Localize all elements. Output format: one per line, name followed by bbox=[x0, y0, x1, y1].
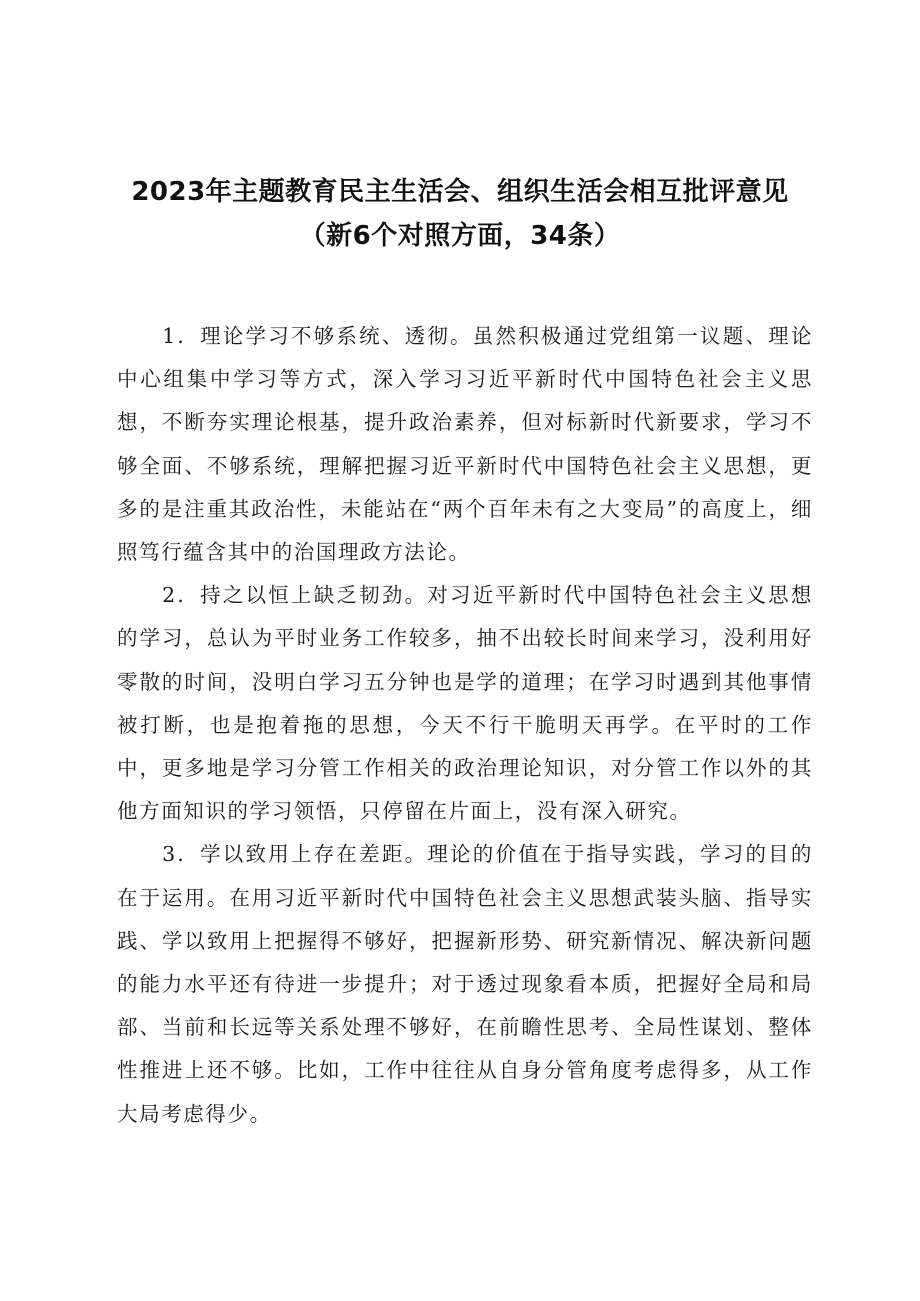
document-body bbox=[117, 315, 813, 1136]
paragraph-1: 1．理论学习不够系统、透彻。虽然积极通过党组第一议题、理论中心组集中学习等方式，深入学习习近平新时代中国特色社会主义思想，不断夯实理论根基，提升政治素养，但对标新时代新要求，学习不够全面、不够系统，理解把握习近平新时代中国特色社会主义思想，更多的是注重其政治性，未能站在“两个百年未有之大变局”的高度上，细照笃行蕴含其中的治国理政方法论。 bbox=[117, 324, 813, 565]
paragraph-3: 3．学以致用上存在差距。理论的价值在于指导实践，学习的目的在于运用。在用习近平新时代中国特色社会主义思想武装头脑、指导实践、学以致用上把握得不够好，把握新形势、研究新情况、解决新问题的能力水平还有待进一步提升；对于透过现象看本质，把握好全局和局部、当前和长远等关系处理不够好，在前瞻性思考、全局性谋划、整体性推进上还不够。比如，工作中往往从自身分管角度考虑得多，从工作大局考虑得少。 bbox=[117, 842, 813, 1126]
title-line-2: （新6个对照方面，34条） bbox=[299, 221, 621, 251]
paragraph-2: 2．持之以恒上缺乏韧劲。对习近平新时代中国特色社会主义思想的学习，总认为平时业务工作较多，抽不出较长时间来学习，没利用好零散的时间，没明白学习五分钟也是学的道理；在学习时遇到其他事情被打断，也是抱着拖的思想，今天不行干脆明天再学。在平时的工作中，更多地是学习分管工作相关的政治理论知识，对分管工作以外的其他方面知识的学习领悟，只停留在片面上，没有深入研究。 bbox=[117, 583, 813, 824]
document-title bbox=[0, 170, 920, 258]
title-line-1: 2023年主题教育民主生活会、组织生活会相互批评意见 bbox=[131, 177, 789, 207]
